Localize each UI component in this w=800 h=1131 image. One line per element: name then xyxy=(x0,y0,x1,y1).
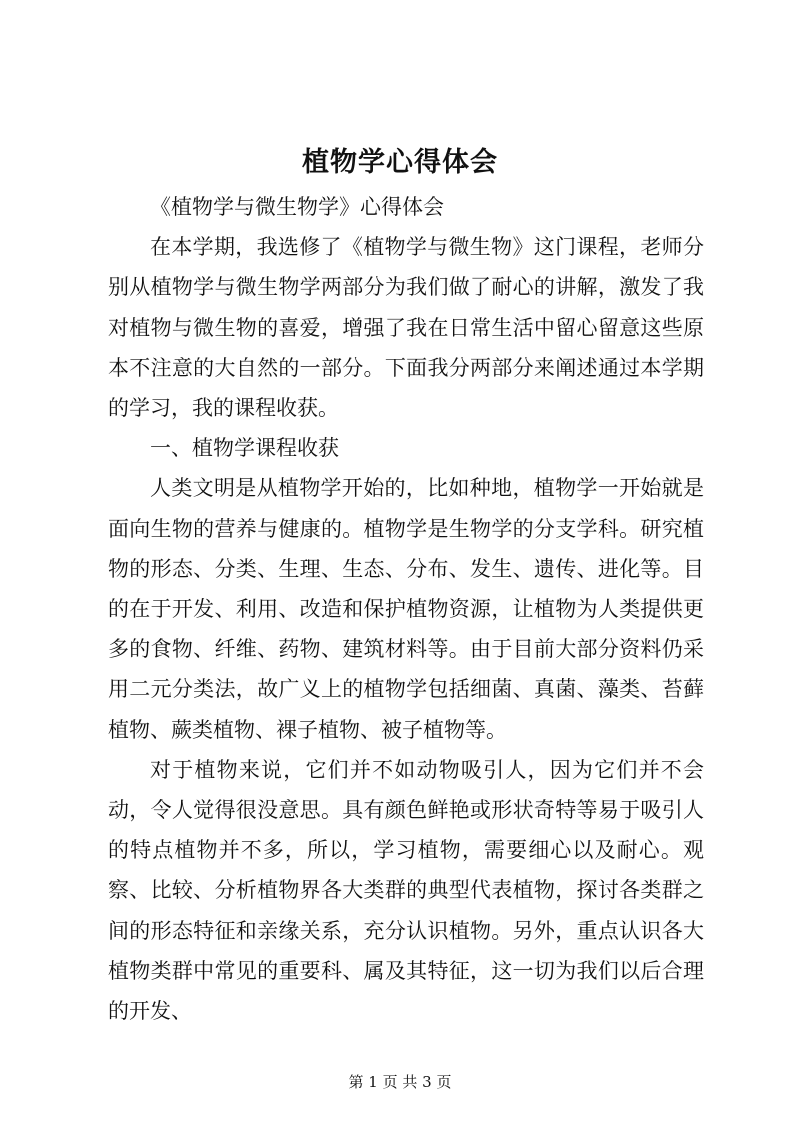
body-paragraph: 人类文明是从植物学开始的，比如种地，植物学一开始就是面向生物的营养与健康的。植物学是生物学的分支学科。研究植物的形态、分类、生理、生态、分布、发生、遗传、进化等。目的在于开发、利用、改造和保护植物资源，让植物为人类提供更多的食物、纤维、药物、建筑材料等。由于目前大部分资料仍采用二元分类法，故广义上的植物学包括细菌、真菌、藻类、苔藓植物、蕨类植物、裸子植物、被子植物等。 xyxy=(108,476,704,742)
subtitle-paragraph: 《植物学与微生物学》心得体会 xyxy=(150,195,444,219)
page-number-footer: 第 1 页 共 3 页 xyxy=(348,1073,452,1091)
document-body xyxy=(108,187,704,1031)
document-title: 植物学心得体会 xyxy=(302,147,498,178)
section-heading: 一、植物学课程收获 xyxy=(150,436,339,461)
body-paragraph: 对于植物来说，它们并不如动物吸引人，因为它们并不会动，令人觉得很没意思。具有颜色鲜艳或形状奇特等易于吸引人的特点植物并不多，所以，学习植物，需要细心以及耐心。观察、比较、分析植物界各大类群的典型代表植物，探讨各类群之间的形态特征和亲缘关系，充分认识植物。另外，重点认识各大植物类群中常见的重要科、属及其特征，这一切为我们以后合理的开发、 xyxy=(108,757,704,1024)
intro-paragraph: 在本学期，我选修了《植物学与微生物》这门课程，老师分别从植物学与微生物学两部分为我们做了耐心的讲解，激发了我对植物与微生物的喜爱，增强了我在日常生活中留心留意这些原本不注意的大自然的一部分。下面我分两部分来阐述通过本学期的学习，我的课程收获。 xyxy=(108,235,704,421)
